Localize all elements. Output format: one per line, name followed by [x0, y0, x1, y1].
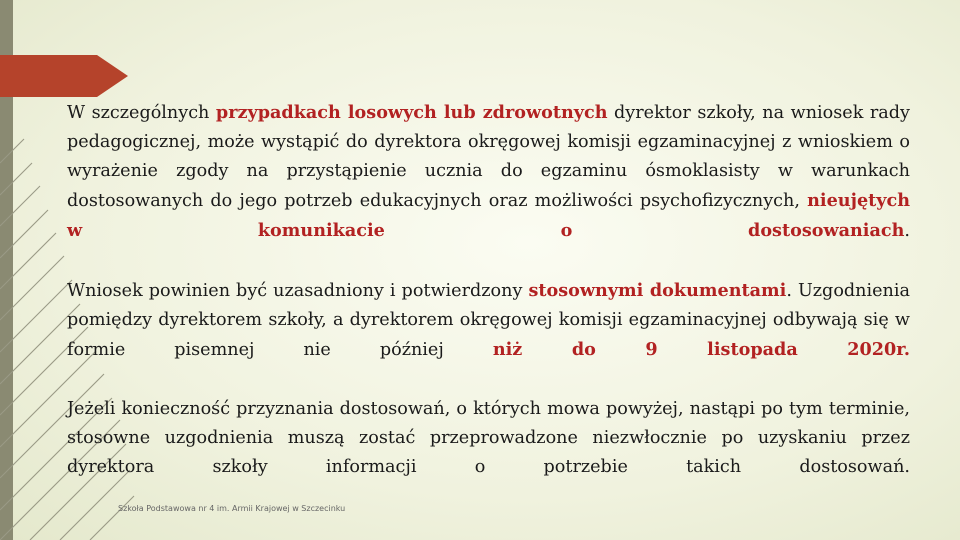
paragraph-2: [67, 276, 910, 365]
text-segment: .: [904, 221, 910, 241]
emphasis-text: stosownymi dokumentami: [528, 280, 787, 301]
emphasis-text: niż do 9 listopada 2020r.: [492, 339, 911, 360]
text-segment: Wniosek powinien być uzasadniony i potwierdzony: [67, 281, 529, 301]
slide-body: [67, 98, 910, 512]
emphasis-text: nieujętych w komunikacie o dostosowaniach: [67, 190, 910, 241]
paragraph-1: [67, 98, 910, 246]
paragraph-3: [67, 395, 910, 482]
emphasis-text: przypadkach losowych lub zdrowotnych: [215, 102, 608, 123]
text-segment: dyrektor szkoły, na wniosek rady pedagogicznej, może wystąpić do dyrektora okręgowej komisji egzaminacyjnej z wnioskiem o wyrażenie zgody na przystąpienie ucznia do egzaminu ósmoklasisty w warunkach dostosowanych do jego potrzeb edukacyjnych oraz możliwości psychofizycznych,: [67, 103, 910, 211]
text-segment: Jeżeli konieczność przyznania dostosowań, o których mowa powyżej, nastąpi po tym terminie, stosowne uzgodnienia muszą zostać przeprowadzone niezwłocznie po uzyskaniu przez dyrektora szkoły informacji o potrzebie takich dostosowań.: [67, 399, 910, 477]
footer-school-name: Szkoła Podstawowa nr 4 im. Armii Krajowej w Szczecinku: [118, 504, 346, 513]
text-segment: . Uzgodnienia pomiędzy dyrektorem szkoły, a dyrektorem okręgowej komisji egzaminacyjnej odbywają się w formie pisemnej nie później: [67, 281, 910, 360]
text-segment: W szczególnych: [67, 103, 216, 123]
